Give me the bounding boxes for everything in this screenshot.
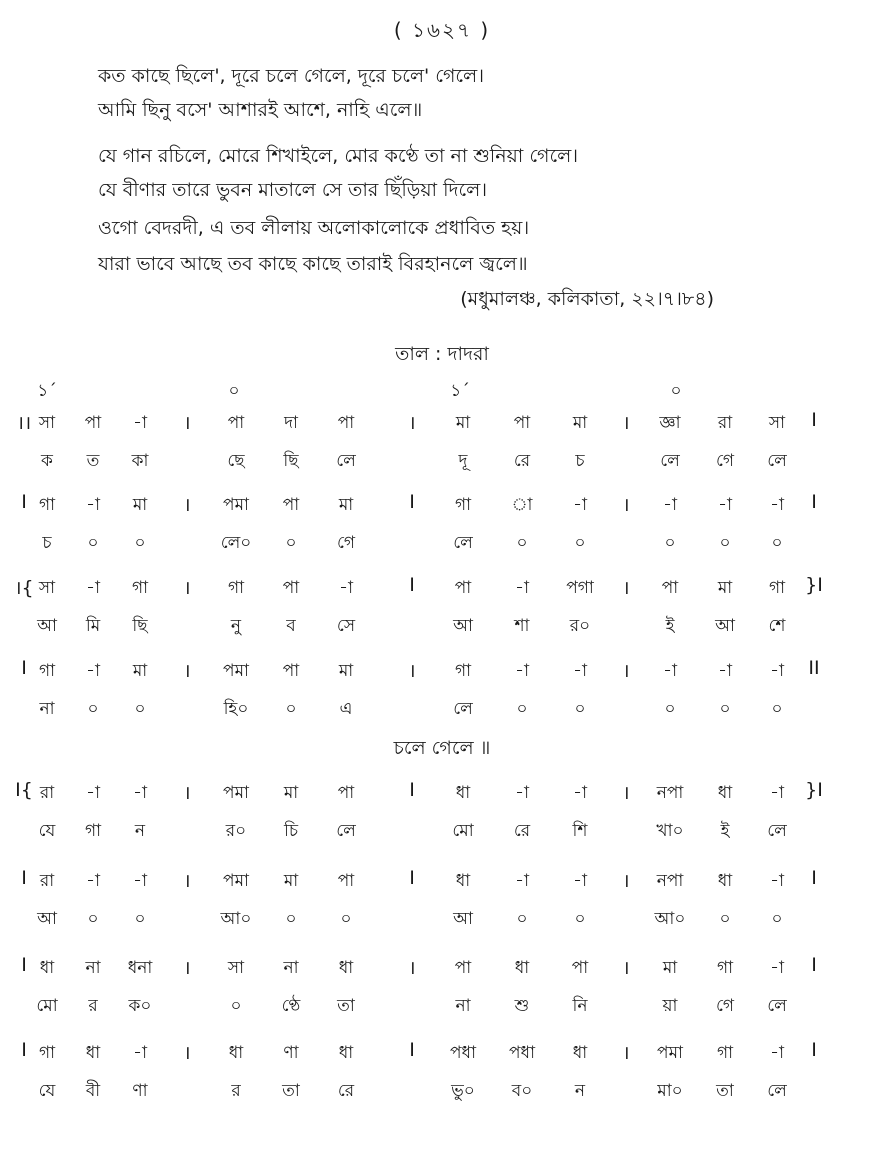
row-end-bar: I (811, 409, 817, 431)
measure-bar: । (622, 870, 630, 892)
note-cell: সা (227, 958, 245, 978)
measure-bar: । (183, 660, 191, 682)
note-cell: পধা (509, 1043, 535, 1063)
note-cell: রা (39, 871, 55, 891)
lyric-syllable: ০ (574, 533, 586, 553)
lyric-syllable: দূ (458, 451, 468, 471)
note-cell: গা (38, 495, 56, 515)
lyric-syllable: ছি (283, 451, 299, 471)
lyric-syllable: ০ (285, 533, 297, 553)
lyric-syllable: গে (336, 533, 356, 553)
note-cell: না (283, 958, 299, 978)
row-end-bar: I (811, 1039, 817, 1061)
note-cell: মা (338, 495, 354, 515)
lyric-syllable: মো (36, 996, 58, 1016)
lyric-syllable: ০ (664, 699, 676, 719)
lyric-syllable: লে (767, 1081, 787, 1101)
note-cell: ধা (338, 1043, 354, 1063)
note-cell: -া (663, 495, 677, 515)
note-cell: পা (227, 413, 245, 433)
beat-mark-4: ০ (670, 381, 682, 401)
note-cell: রা (39, 783, 55, 803)
measure-bar: । (183, 412, 191, 434)
note-cell: -া (573, 495, 587, 515)
lyric-syllable: মা০ (657, 1081, 683, 1101)
lyric-syllable: ০ (285, 909, 297, 929)
lyric-syllable: ০ (664, 533, 676, 553)
measure-bar: । (183, 957, 191, 979)
lyric-syllable: ০ (516, 699, 528, 719)
measure-bar: । (408, 660, 416, 682)
lyric-syllable: আ (715, 616, 735, 636)
lyric-syllable: ০ (574, 909, 586, 929)
note-cell: -া (86, 871, 100, 891)
measure-bar: I (409, 491, 415, 513)
note-cell: ণা (283, 1043, 299, 1063)
lyric-syllable: গে (715, 996, 735, 1016)
row-end-bar: I (811, 867, 817, 889)
measure-bar: । (622, 1042, 630, 1064)
lyric-syllable: আ (453, 616, 473, 636)
note-cell: ধা (85, 1043, 101, 1063)
lyric-syllable: এ (339, 699, 353, 719)
measure-bar: । (183, 494, 191, 516)
lyric-syllable: গা (84, 821, 102, 841)
lyric-syllable: ০ (87, 909, 99, 929)
note-cell: মা (283, 783, 299, 803)
row-start-bar: I (21, 867, 27, 889)
lyric-syllable: ০ (134, 533, 146, 553)
lyric-syllable: ০ (719, 909, 731, 929)
note-cell: -া (515, 661, 529, 681)
lyric-syllable: র (88, 996, 98, 1016)
lyric-line-4: যে বীণার তারে ভুবন মাতালে সে তার ছিঁড়িয়া দিলে। (98, 179, 488, 201)
lyric-syllable: ব (286, 616, 296, 636)
note-cell: -া (573, 783, 587, 803)
lyric-syllable: ছে (227, 451, 245, 471)
lyric-syllable: চ (42, 533, 52, 553)
lyric-syllable: মি (85, 616, 101, 636)
lyric-syllable: লে (767, 451, 787, 471)
lyric-syllable: ০ (771, 909, 783, 929)
note-cell: ধা (455, 783, 471, 803)
note-cell: পগা (566, 578, 594, 598)
lyric-syllable: যে (38, 821, 56, 841)
note-cell: পা (571, 958, 589, 978)
lyric-syllable: আ (37, 909, 57, 929)
lyric-syllable: ০ (516, 533, 528, 553)
row-end-bar: }I (805, 574, 823, 596)
note-cell: গা (768, 578, 786, 598)
lyric-syllable: খা০ (656, 821, 684, 841)
beat-mark-1: ১´ (37, 381, 57, 401)
note-cell: মা (132, 661, 148, 681)
lyric-syllable: চ (575, 451, 585, 471)
note-cell: -া (770, 783, 784, 803)
lyric-syllable: ০ (87, 699, 99, 719)
lyric-syllable: ছি (132, 616, 148, 636)
lyric-syllable: নি (572, 996, 588, 1016)
note-cell: -া (770, 958, 784, 978)
lyric-syllable: না (455, 996, 471, 1016)
note-cell: সা (38, 413, 56, 433)
note-cell: -া (573, 871, 587, 891)
lyric-syllable: ন (574, 1081, 586, 1101)
note-cell: মা (283, 871, 299, 891)
note-cell: পধা (450, 1043, 476, 1063)
note-cell: পমা (223, 871, 249, 891)
note-cell: পমা (223, 783, 249, 803)
lyric-syllable: লে (336, 451, 356, 471)
note-cell: -া (770, 495, 784, 515)
note-cell: পা (84, 413, 102, 433)
lyric-syllable: আ (453, 909, 473, 929)
row-start-bar: ।। (16, 412, 32, 434)
note-cell: গা (38, 661, 56, 681)
beat-mark-3: ১´ (450, 381, 470, 401)
note-cell: না (85, 958, 101, 978)
lyric-syllable: ০ (771, 533, 783, 553)
note-cell: পমা (223, 661, 249, 681)
note-cell: -া (718, 495, 732, 515)
note-cell: -া (573, 661, 587, 681)
note-cell: গা (716, 958, 734, 978)
lyric-line-3: যে গান রচিলে, মোরে শিখাইলে, মোর কণ্ঠে তা না শুনিয়া গেলে। (98, 145, 579, 167)
beat-mark-2: ০ (228, 381, 240, 401)
lyric-syllable: ব০ (511, 1081, 533, 1101)
lyric-syllable: ০ (134, 909, 146, 929)
note-cell: সা (38, 578, 56, 598)
lyric-syllable: লে (660, 451, 680, 471)
row-start-bar: I (21, 491, 27, 513)
lyric-syllable: মো (452, 821, 474, 841)
note-cell: -া (339, 578, 353, 598)
note-cell: ধা (455, 871, 471, 891)
lyric-syllable: ণা (132, 1081, 148, 1101)
note-cell: ধা (514, 958, 530, 978)
note-cell: -া (86, 661, 100, 681)
note-cell: ধনা (127, 958, 153, 978)
lyric-syllable: লে০ (220, 533, 252, 553)
lyric-line-5: ওগো বেদরদী, এ তব লীলায় অলোকালোকে প্রধাবিত হয়। (98, 217, 530, 239)
note-cell: -া (515, 871, 529, 891)
lyric-syllable: রে (513, 451, 531, 471)
lyric-syllable: ০ (285, 699, 297, 719)
note-cell: -া (663, 661, 677, 681)
note-cell: পা (337, 413, 355, 433)
row-start-bar: I (21, 657, 27, 679)
lyric-syllable: তা (337, 996, 355, 1016)
lyric-syllable: ণ্ঠে (281, 996, 301, 1016)
measure-bar: । (183, 870, 191, 892)
measure-bar: । (622, 577, 630, 599)
note-cell: -া (770, 871, 784, 891)
row-start-bar: I (21, 954, 27, 976)
note-cell: পা (454, 578, 472, 598)
lyric-syllable: ক (41, 451, 53, 471)
note-cell: মা (455, 413, 471, 433)
measure-bar: । (183, 1042, 191, 1064)
lyric-syllable: লে (767, 821, 787, 841)
note-cell: গা (716, 1043, 734, 1063)
measure-bar: । (622, 957, 630, 979)
lyric-syllable: ০ (340, 909, 352, 929)
lyric-syllable: র০ (569, 616, 591, 636)
note-cell: গা (38, 1043, 56, 1063)
note-cell: মা (572, 413, 588, 433)
note-cell: -া (133, 1043, 147, 1063)
measure-bar: I (409, 867, 415, 889)
note-cell: মা (662, 958, 678, 978)
note-cell: মা (717, 578, 733, 598)
lyric-line-6: যারা ভাবে আছে তব কাছে কাছে তারাই বিরহানলে জ্বলে॥ (98, 253, 528, 275)
phrase-marker: চলে গেলে ॥ (393, 737, 491, 759)
lyric-syllable: ০ (87, 533, 99, 553)
lyric-syllable: তা (282, 1081, 300, 1101)
lyric-syllable: ই (720, 821, 730, 841)
lyric-syllable: সে (336, 616, 356, 636)
lyric-syllable: হি০ (223, 699, 249, 719)
note-cell: পা (282, 495, 300, 515)
note-cell: ধা (717, 783, 733, 803)
note-cell: মা (338, 661, 354, 681)
note-cell: পা (337, 783, 355, 803)
row-start-bar: I (21, 1039, 27, 1061)
note-cell: পমা (223, 495, 249, 515)
note-cell: দা (284, 413, 298, 433)
lyric-syllable: আ০ (654, 909, 686, 929)
lyric-syllable: আ০ (220, 909, 252, 929)
note-cell: জ্ঞা (659, 413, 681, 433)
measure-bar: I (409, 779, 415, 801)
note-cell: -া (86, 783, 100, 803)
lyric-syllable: ০ (719, 533, 731, 553)
note-cell: ধা (228, 1043, 244, 1063)
lyric-syllable: শি (572, 821, 588, 841)
lyric-syllable: শু (514, 996, 530, 1016)
row-end-bar: I (811, 491, 817, 513)
lyric-syllable: ০ (771, 699, 783, 719)
lyric-line-1: কত কাছে ছিলে', দূরে চলে গেলে, দূরে চলে' গেলে। (98, 65, 485, 87)
lyric-syllable: তা (716, 1081, 734, 1101)
lyric-syllable: ই (665, 616, 675, 636)
measure-bar: । (622, 412, 630, 434)
lyric-syllable: ০ (516, 909, 528, 929)
source-credit: (মধুমালঞ্চ, কলিকাতা, ২২।৭।৮৪) (460, 288, 714, 310)
lyric-syllable: ত (86, 451, 100, 471)
note-cell: গা (227, 578, 245, 598)
note-cell: -া (515, 783, 529, 803)
lyric-syllable: যে (38, 1081, 56, 1101)
lyric-syllable: নু (230, 616, 242, 636)
measure-bar: I (409, 574, 415, 596)
lyric-syllable: ন (134, 821, 146, 841)
lyric-syllable: ০ (134, 699, 146, 719)
lyric-syllable: লে (453, 533, 473, 553)
note-cell: ধা (39, 958, 55, 978)
lyric-syllable: র০ (225, 821, 247, 841)
note-cell: ধা (717, 871, 733, 891)
measure-bar: । (183, 782, 191, 804)
note-cell: গা (131, 578, 149, 598)
note-cell: পা (337, 871, 355, 891)
lyric-syllable: র (231, 1081, 241, 1101)
lyric-syllable: রে (513, 821, 531, 841)
note-cell: -া (718, 661, 732, 681)
note-cell: ধা (338, 958, 354, 978)
note-cell: মা (132, 495, 148, 515)
lyric-syllable: গে (715, 451, 735, 471)
measure-bar: I (409, 1039, 415, 1061)
note-cell: নপা (656, 783, 684, 803)
note-cell: -া (133, 413, 147, 433)
measure-bar: । (408, 957, 416, 979)
lyric-syllable: না (39, 699, 55, 719)
measure-bar: । (622, 782, 630, 804)
lyric-line-2: আমি ছিনু বসে' আশারই আশে, নাহি এলে॥ (98, 99, 423, 121)
lyric-syllable: লে (453, 699, 473, 719)
row-end-bar: II (808, 657, 820, 679)
note-cell: গা (454, 661, 472, 681)
note-cell: -া (133, 871, 147, 891)
note-cell: ধা (572, 1043, 588, 1063)
note-cell: া (511, 495, 533, 515)
row-start-bar: ।{ (14, 577, 34, 599)
note-cell: সা (768, 413, 786, 433)
note-cell: -া (770, 1043, 784, 1063)
lyric-syllable: ভু০ (451, 1081, 475, 1101)
note-cell: গা (454, 495, 472, 515)
note-cell: রা (717, 413, 733, 433)
note-cell: পা (282, 578, 300, 598)
lyric-syllable: রে (337, 1081, 355, 1101)
note-cell: পা (661, 578, 679, 598)
lyric-syllable: কা (131, 451, 149, 471)
lyric-syllable: শা (514, 616, 530, 636)
page-number: ( ১৬২৭ ) (393, 18, 491, 42)
lyric-syllable: য়া (662, 996, 678, 1016)
measure-bar: । (622, 660, 630, 682)
note-cell: পা (513, 413, 531, 433)
note-cell: -া (86, 495, 100, 515)
note-cell: -া (86, 578, 100, 598)
lyric-syllable: ০ (574, 699, 586, 719)
lyric-syllable: শে (768, 616, 786, 636)
lyric-syllable: ০ (719, 699, 731, 719)
taal-heading: তাল : দাদরা (395, 343, 489, 365)
lyric-syllable: ক০ (128, 996, 152, 1016)
note-cell: পমা (657, 1043, 683, 1063)
row-end-bar: }I (805, 779, 823, 801)
note-cell: পা (454, 958, 472, 978)
lyric-syllable: বী (85, 1081, 101, 1101)
note-cell: নপা (656, 871, 684, 891)
row-end-bar: I (811, 954, 817, 976)
note-cell: পা (282, 661, 300, 681)
measure-bar: । (622, 494, 630, 516)
lyric-syllable: লে (767, 996, 787, 1016)
lyric-syllable: ০ (230, 996, 242, 1016)
note-cell: -া (133, 783, 147, 803)
measure-bar: । (408, 412, 416, 434)
row-start-bar: I{ (15, 779, 33, 801)
lyric-syllable: লে (336, 821, 356, 841)
measure-bar: । (183, 577, 191, 599)
note-cell: -া (770, 661, 784, 681)
note-cell: -া (515, 578, 529, 598)
lyric-syllable: চি (283, 821, 299, 841)
lyric-syllable: আ (37, 616, 57, 636)
